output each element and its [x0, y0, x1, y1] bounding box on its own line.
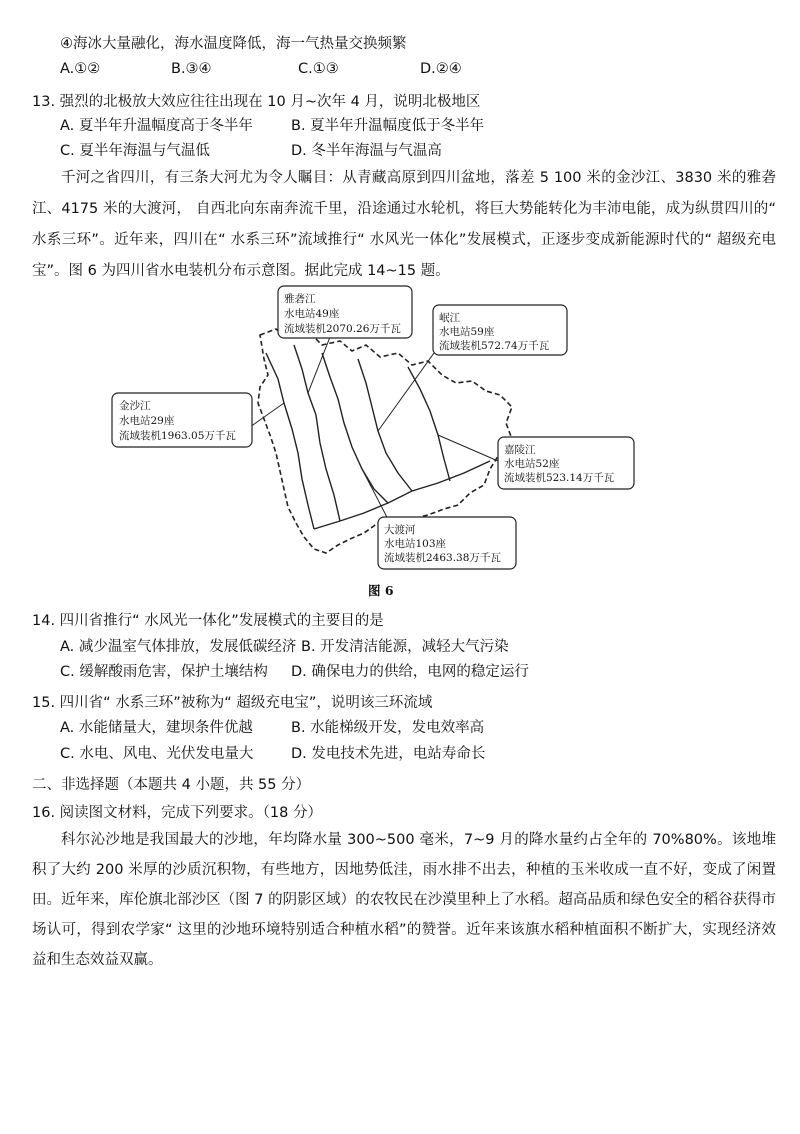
- q15-stem: 15. 四川省“ 水系三环”被称为“ 超级充电宝”，说明该三环流域: [32, 695, 433, 711]
- jinsha-river-line: [266, 353, 314, 529]
- min-river-line: [358, 359, 412, 491]
- callout-jialing-river: 嘉陵江: [504, 444, 536, 456]
- callout-jinsha-stations: 水电站29座: [119, 415, 175, 427]
- prev-option-a: A.①②: [60, 61, 101, 77]
- callout-min-stations: 水电站59座: [439, 326, 495, 338]
- callout-yalong-river: 雅砻江: [284, 293, 316, 305]
- callout-yalong-stations: 水电站49座: [284, 308, 340, 320]
- min-leader: [378, 353, 434, 431]
- callout-jinsha-river: 金沙江: [119, 400, 151, 412]
- callout-min-river: 岷江: [439, 312, 460, 324]
- callout-jinsha-capacity: 流域装机1963.05万千瓦: [119, 430, 236, 442]
- q13-option-d: D. 冬半年海温与气温高: [291, 143, 442, 159]
- prev-option-c: C.①③: [298, 61, 339, 77]
- callout-dadu-stations: 水电站103座: [384, 538, 447, 550]
- q13-option-a: A. 夏半年升温幅度高于冬半年: [60, 118, 253, 134]
- prev-option-b: B.③④: [171, 61, 212, 77]
- prev-option-d: D.②④: [420, 61, 462, 77]
- callout-min-capacity: 流域装机572.74万千瓦: [439, 340, 550, 352]
- callout-jialing: [498, 437, 634, 489]
- jinsha-leader: [250, 403, 284, 427]
- jialing-river-line: [408, 367, 450, 481]
- callout-dadu-river: 大渡河: [384, 524, 416, 536]
- q13-option-b: B. 夏半年升温幅度低于冬半年: [291, 118, 485, 134]
- q14-stem: 14. 四川省推行“ 水风光一体化”发展模式的主要目的是: [32, 613, 384, 629]
- callout-yalong: [278, 286, 412, 338]
- q14-option-ab: A. 减少温室气体排放，发展低碳经济 B. 开发清洁能源，减轻大气污染: [60, 639, 509, 655]
- callout-min: [433, 305, 567, 355]
- q14-option-c: C. 缓解酸雨危害，保护土壤结构: [60, 664, 268, 680]
- q16-stem: 16. 阅读图文材料，完成下列要求。（18 分）: [32, 805, 322, 821]
- dadu-river-line: [322, 353, 388, 503]
- prev-item-4: ④海冰大量融化，海水温度降低，海一气热量交换频繁: [60, 36, 407, 52]
- q15-option-a: A. 水能储量大，建坝条件优越: [60, 720, 253, 736]
- q15-option-b: B. 水能梯级开发，发电效率高: [291, 720, 485, 736]
- passage-sichuan: 千河之省四川，有三条大河尤为令人瞩目：从青藏高原到四川盆地，落差 5 100 米的金沙江、3830 米的雅砻江、4175 米的大渡河， 自西北向东南奔流千里，沿途通过水轮机，将巨大势能转化为丰沛电能，成为纵贯四川的“ 水系三环”。近年来，四川在“ 水系三环”流域推行“ 水风光一体化”发展模式，正逐步变成新能源时代的“ 超级充电宝”。图 6 为四川省水电装机分布示意图。据此完成 14~15 题。: [32, 170, 776, 279]
- dadu-leader: [362, 469, 390, 523]
- callout-dadu: [378, 517, 516, 569]
- callout-jialing-stations: 水电站52座: [504, 458, 560, 470]
- callout-yalong-capacity: 流域装机2070.26万千瓦: [284, 323, 401, 335]
- figure-6-caption: 图 6: [368, 583, 394, 598]
- q13-option-c: C. 夏半年海温与气温低: [60, 143, 210, 159]
- figure-6-map: [108, 283, 638, 573]
- callout-jinsha: [112, 393, 252, 447]
- q14-option-d: D. 确保电力的供给，电网的稳定运行: [291, 664, 529, 680]
- q13-stem: 13. 强烈的北极放大效应往往出现在 10 月~次年 4 月，说明北极地区: [32, 94, 481, 110]
- q15-option-c: C. 水电、风电、光伏发电量大: [60, 746, 254, 762]
- jialing-leader: [438, 435, 498, 461]
- q16-passage: 科尔沁沙地是我国最大的沙地，年均降水量 300~500 毫米，7~9 月的降水量约占全年的 70%80%。该地堆积了大约 200 米厚的沙质沉积物，有些地方，因地势低洼，雨水排不出去，种植的玉米收成一直不好，变成了闲置田。近年来，库伦旗北部沙区（图 7 的阴影区域）的农牧民在沙漠里种上了水稻。超高品质和绿色安全的稻谷获得市场认可，得到农学家“ 这里的沙地环境特别适合种植水稻”的赞誉。近年来该旗水稻种植面积不断扩大，实现经济效益和生态效益双赢。: [32, 832, 776, 968]
- callout-dadu-capacity: 流域装机2463.38万千瓦: [384, 552, 501, 564]
- callout-jialing-capacity: 流域装机523.14万千瓦: [504, 472, 615, 484]
- q15-option-d: D. 发电技术先进，电站寿命长: [291, 746, 486, 762]
- section-2-title: 二、非选择题（本题共 4 小题，共 55 分）: [32, 777, 311, 793]
